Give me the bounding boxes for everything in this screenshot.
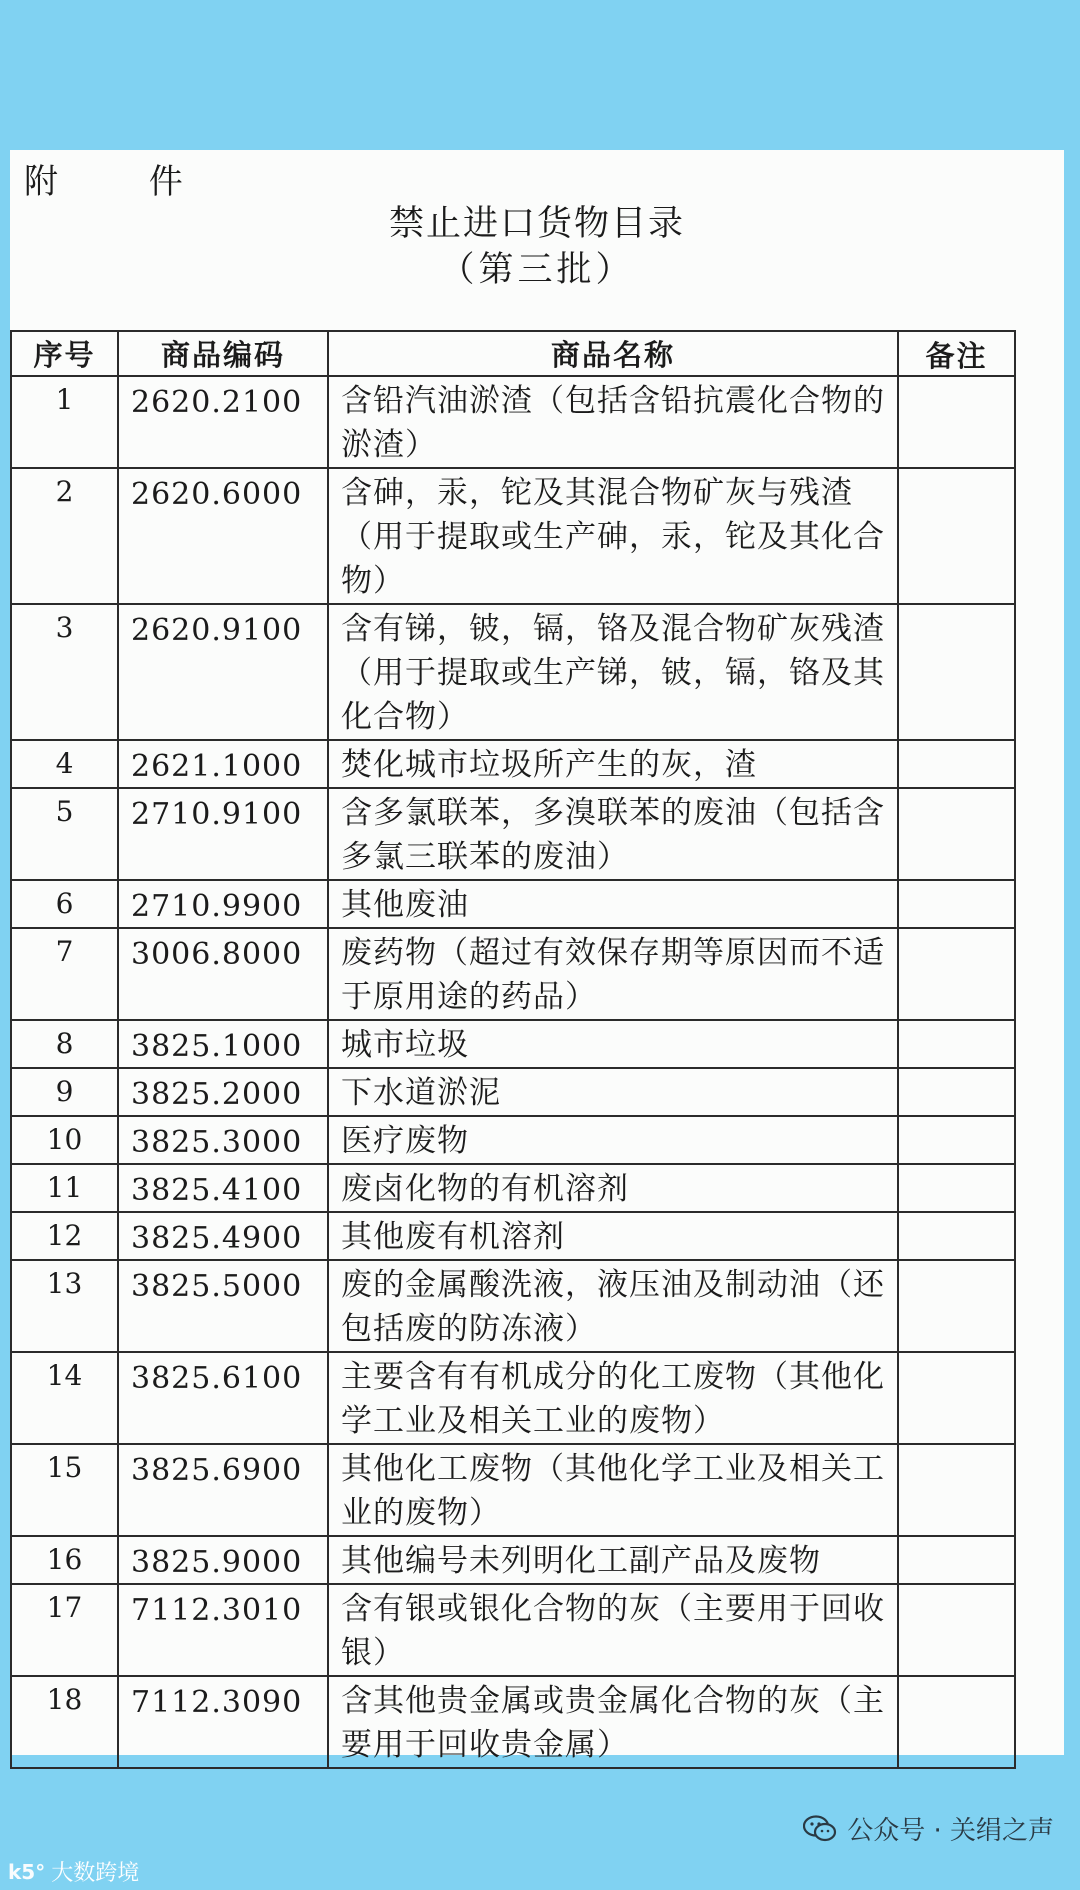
- footer-logo: [8, 1856, 139, 1887]
- document-title: 禁止进口货物目录: [388, 204, 685, 244]
- commodity-code: 2620.6000: [118, 468, 328, 604]
- row-note: [898, 1020, 1015, 1068]
- attachment-label: 附 件: [24, 162, 223, 202]
- row-number: 18: [11, 1676, 118, 1768]
- table-row: [11, 788, 1015, 880]
- document-page: [10, 150, 1064, 1763]
- row-note: [898, 1116, 1015, 1164]
- row-number: 10: [11, 1116, 118, 1164]
- header-code: 商品编码: [118, 331, 328, 376]
- commodity-name: 城市垃圾: [328, 1020, 898, 1068]
- table-row: [11, 604, 1015, 740]
- wechat-icon: [803, 1815, 837, 1843]
- commodity-name: 医疗废物: [328, 1116, 898, 1164]
- commodity-name: 含有锑，铍，镉，铬及混合物矿灰残渣（用于提取或生产锑，铍，镉，铬及其化合物）: [328, 604, 898, 740]
- commodity-name: 主要含有有机成分的化工废物（其他化学工业及相关工业的废物）: [328, 1352, 898, 1444]
- row-note: [898, 740, 1015, 788]
- row-note: [898, 1260, 1015, 1352]
- table-body: [11, 376, 1015, 1768]
- commodity-code: 2620.2100: [118, 376, 328, 468]
- table-row: [11, 1536, 1015, 1584]
- row-number: 14: [11, 1352, 118, 1444]
- table-row: [11, 376, 1015, 468]
- row-number: 11: [11, 1164, 118, 1212]
- commodity-code: 3825.9000: [118, 1536, 328, 1584]
- row-number: 5: [11, 788, 118, 880]
- logo-mark: k5°: [8, 1859, 46, 1884]
- table-header-row: [11, 331, 1015, 376]
- commodity-code: 2621.1000: [118, 740, 328, 788]
- row-number: 8: [11, 1020, 118, 1068]
- table-row: [11, 1676, 1015, 1768]
- row-number: 12: [11, 1212, 118, 1260]
- wechat-account-label: [803, 1810, 1054, 1847]
- commodity-name: 含有银或银化合物的灰（主要用于回收银）: [328, 1584, 898, 1676]
- commodity-code: 3825.6900: [118, 1444, 328, 1536]
- commodity-code: 3825.3000: [118, 1116, 328, 1164]
- table-row: [11, 740, 1015, 788]
- commodity-name: 含其他贵金属或贵金属化合物的灰（主要用于回收贵金属）: [328, 1676, 898, 1768]
- commodity-code: 3825.1000: [118, 1020, 328, 1068]
- header-no: 序号: [11, 331, 118, 376]
- commodity-code: 7112.3010: [118, 1584, 328, 1676]
- commodity-name: 其他编号未列明化工副产品及废物: [328, 1536, 898, 1584]
- commodity-code: 3825.4100: [118, 1164, 328, 1212]
- row-number: 9: [11, 1068, 118, 1116]
- header-name: 商品名称: [328, 331, 898, 376]
- commodity-code: 3825.5000: [118, 1260, 328, 1352]
- row-number: 6: [11, 880, 118, 928]
- commodity-code: 7112.3090: [118, 1676, 328, 1768]
- document-subtitle: （第三批）: [439, 250, 635, 290]
- row-number: 4: [11, 740, 118, 788]
- table-row: [11, 1260, 1015, 1352]
- commodity-name: 其他化工废物（其他化学工业及相关工业的废物）: [328, 1444, 898, 1536]
- row-number: 13: [11, 1260, 118, 1352]
- commodity-name: 废药物（超过有效保存期等原因而不适于原用途的药品）: [328, 928, 898, 1020]
- table-row: [11, 1116, 1015, 1164]
- table-row: [11, 1444, 1015, 1536]
- commodity-name: 焚化城市垃圾所产生的灰，渣: [328, 740, 898, 788]
- table-row: [11, 1068, 1015, 1116]
- commodity-name: 下水道淤泥: [328, 1068, 898, 1116]
- table-row: [11, 468, 1015, 604]
- row-number: 7: [11, 928, 118, 1020]
- commodity-code: 2620.9100: [118, 604, 328, 740]
- commodity-name: 废卤化物的有机溶剂: [328, 1164, 898, 1212]
- row-note: [898, 1068, 1015, 1116]
- prohibited-goods-table: [10, 330, 1016, 1769]
- row-note: [898, 1536, 1015, 1584]
- row-note: [898, 1164, 1015, 1212]
- wechat-text: 公众号 · 关绢之声: [847, 1816, 1054, 1846]
- row-number: 15: [11, 1444, 118, 1536]
- row-note: [898, 1676, 1015, 1768]
- row-note: [898, 468, 1015, 604]
- commodity-code: 3825.2000: [118, 1068, 328, 1116]
- commodity-name: 含铅汽油淤渣（包括含铅抗震化合物的淤渣）: [328, 376, 898, 468]
- commodity-code: 2710.9100: [118, 788, 328, 880]
- table-row: [11, 1352, 1015, 1444]
- row-number: 17: [11, 1584, 118, 1676]
- commodity-code: 3825.4900: [118, 1212, 328, 1260]
- table-row: [11, 1164, 1015, 1212]
- row-number: 3: [11, 604, 118, 740]
- row-number: 2: [11, 468, 118, 604]
- row-number: 1: [11, 376, 118, 468]
- row-note: [898, 788, 1015, 880]
- commodity-name: 含砷，汞，铊及其混合物矿灰与残渣（用于提取或生产砷，汞，铊及其化合物）: [328, 468, 898, 604]
- table-row: [11, 928, 1015, 1020]
- header-note: 备注: [898, 331, 1015, 376]
- commodity-name: 废的金属酸洗液，液压油及制动油（还包括废的防冻液）: [328, 1260, 898, 1352]
- row-note: [898, 1444, 1015, 1536]
- commodity-name: 其他废油: [328, 880, 898, 928]
- table-row: [11, 880, 1015, 928]
- logo-text: 大数跨境: [51, 1861, 140, 1886]
- commodity-name: 含多氯联苯，多溴联苯的废油（包括含多氯三联苯的废油）: [328, 788, 898, 880]
- row-number: 16: [11, 1536, 118, 1584]
- table-row: [11, 1212, 1015, 1260]
- row-note: [898, 1352, 1015, 1444]
- commodity-code: 3825.6100: [118, 1352, 328, 1444]
- row-note: [898, 376, 1015, 468]
- table-row: [11, 1584, 1015, 1676]
- commodity-code: 2710.9900: [118, 880, 328, 928]
- row-note: [898, 928, 1015, 1020]
- row-note: [898, 880, 1015, 928]
- row-note: [898, 1584, 1015, 1676]
- table-row: [11, 1020, 1015, 1068]
- commodity-name: 其他废有机溶剂: [328, 1212, 898, 1260]
- commodity-code: 3006.8000: [118, 928, 328, 1020]
- row-note: [898, 1212, 1015, 1260]
- row-note: [898, 604, 1015, 740]
